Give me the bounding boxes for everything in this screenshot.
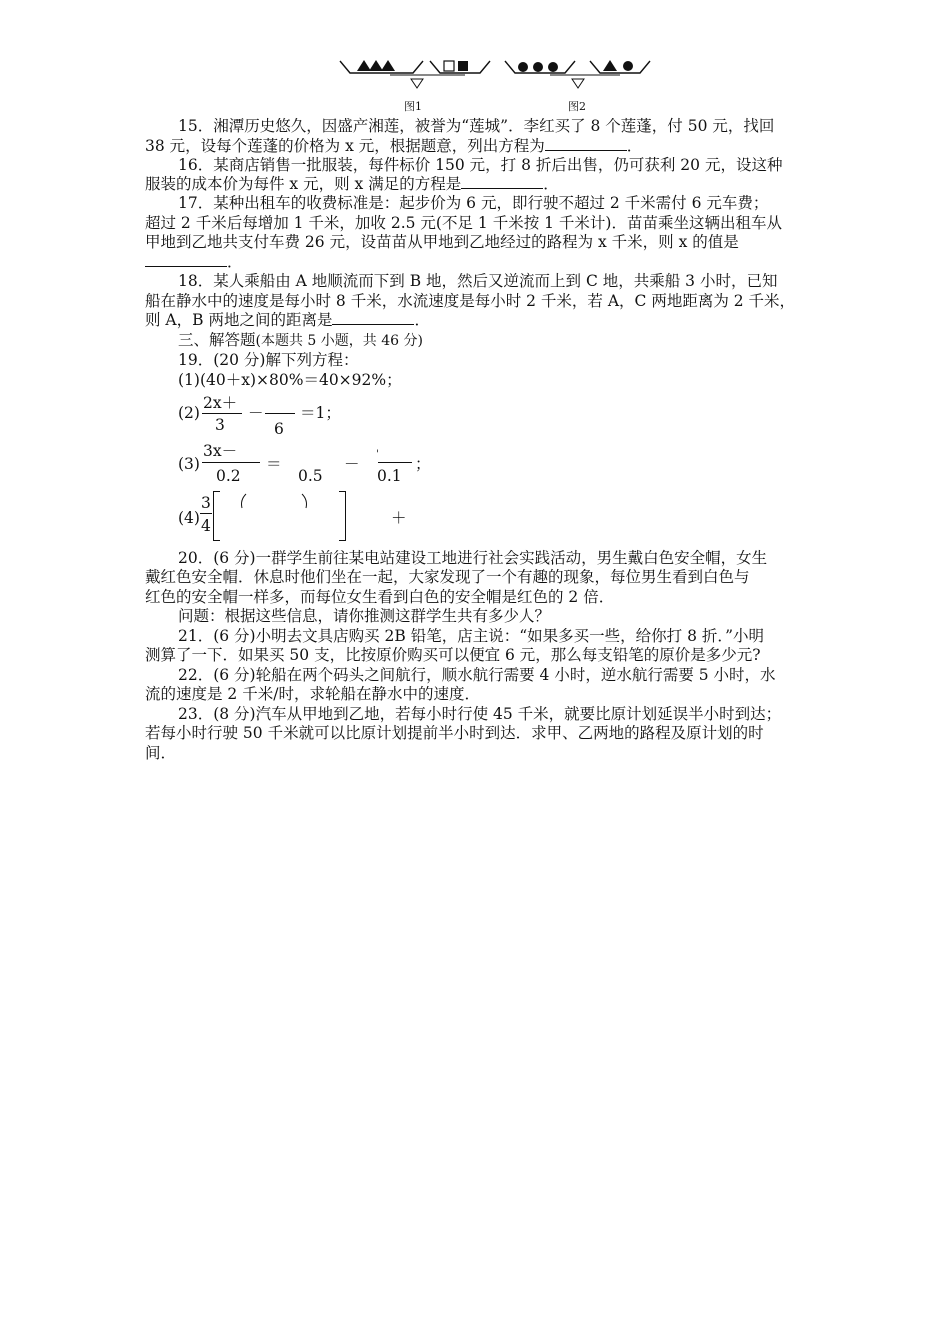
triangle-icon [603,60,617,71]
square-outline-icon [444,61,454,71]
q21-line-1: 21．(6 分)小明去文具店购买 2B 铅笔，店主说：“如果多买一些，给你打 8 折．”小明 [178,627,765,645]
q18-line-1: 18．某人乘船由 A 地顺流而下到 B 地，然后又逆流而上到 C 地，共乘船 3 小时，已知 [178,272,778,290]
fraction-denominator: 4 [201,517,211,535]
q17-line-2: 超过 2 千米后每增加 1 千米，加收 2.5 元(不足 1 千米按 1 千米计)．苗苗乘坐这辆出租车从 [145,214,782,232]
q17-line-3: 甲地到乙地共支付车费 26 元，设苗苗从甲地到乙地经过的路程为 x 千米，则 x 的值是 [145,233,739,251]
answer-blank[interactable] [545,136,627,151]
section-note: (本题共 5 小题，共 46 分) [255,333,423,349]
right-bracket [339,491,346,541]
figure-2-scale [505,60,650,88]
q18-line-2: 船在静水中的速度是每小时 8 千米，水流速度是每小时 2 千米，若 A，C 两地距离为 2 千米， [145,292,796,310]
q22-line-1: 22．(6 分)轮船在两个码头之间航行，顺水航行需要 4 小时，逆水航行需要 5 小时，水 [178,666,776,684]
fraction-denominator: 0.1 [377,467,402,485]
left-bracket [213,491,220,541]
fraction-numerator: 2x＋ [203,394,238,412]
q18-line-3: 则 A，B 两地之间的距离是 ． [145,311,430,329]
square-icon [458,61,468,71]
q23-line-3: 间． [145,744,177,762]
parenthesis-fragment [232,492,322,510]
q17-line-1: 17．某种出租车的收费标准是：起步价为 6 元，即行驶不超过 2 千米需付 6 元车费； [178,194,769,212]
answer-blank[interactable] [461,174,543,189]
fraction-denominator: 3 [215,416,225,434]
fraction-bar [378,462,412,463]
q20-line-2: 戴红色安全帽．休息时他们坐在一起，大家发现了一个有趣的现象，每位男生看到白色与 [145,568,750,586]
fraction-numerator: 3x－ [203,442,238,460]
section-3-heading [178,330,423,351]
fraction-bar [202,413,242,414]
fraction-bar [265,413,295,414]
fraction-denominator: 6 [274,420,284,438]
q20-line-1: 20．(6 分)一群学生前往某电站建设工地进行社会实践活动，男生戴白色安全帽，女生 [178,549,768,567]
q23-line-1: 23．(8 分)汽车从甲地到乙地，若每小时行使 45 千米，就要比原计划延误半小时到达； [178,705,782,723]
fraction-bar [202,462,260,463]
fulcrum-icon [572,79,584,88]
q21-line-2: 测算了一下．如果买 50 支，比按原价购买可以便宜 6 元，那么每支铅笔的原价是多少元? [145,646,761,664]
q16-line-2: 服装的成本价为每件 x 元，则 x 满足的方程是 ． [145,175,559,193]
triangle-icon [369,60,383,71]
fraction-numerator: 3 [201,494,211,512]
triangle-icon [381,60,395,71]
figure-1-caption: 图1 [404,100,422,113]
triangle-icon [357,60,371,71]
q20-line-4: 问题：根据这些信息，请你推测这群学生共有多少人？ [178,607,551,625]
fraction-denominator: 0.5 [298,467,323,485]
fraction-denominator: 0.2 [216,467,241,485]
q23-line-2: 若每小时行驶 50 千米就可以比原计划提前半小时到达．求甲、乙两地的路程及原计划的时 [145,724,764,742]
circle-icon [518,62,528,72]
fraction-bar [200,513,212,514]
q16-line-1: 16．某商店销售一批服装，每件标价 150 元，打 8 折后出售，仍可获利 20 元，设这种 [178,156,783,174]
circle-icon [533,62,543,72]
fulcrum-icon [411,79,423,88]
q16-text: 服装的成本价为每件 x 元，则 x 满足的方程是 [145,175,462,193]
q20-line-3: 红色的安全帽一样多，而每位女生看到白色的安全帽是红色的 2 倍． [145,588,615,606]
answer-blank[interactable] [145,252,227,267]
circle-icon [623,61,633,71]
section-title: 三、解答题 [178,331,256,349]
q19-title: 19．(20 分)解下列方程： [178,351,359,369]
q15-text: 38 元，设每个莲蓬的价格为 x 元，根据题意，列出方程为 [145,137,545,155]
q17-line-4: ． [145,252,243,272]
answer-blank[interactable] [332,310,414,325]
q15-line-2: 38 元，设每个莲蓬的价格为 x 元，根据题意，列出方程为 ． [145,137,643,155]
figure-1-scale [340,60,490,88]
q15-line-1: 15．湘潭历史悠久，因盛产湘莲，被誉为“莲城”．李红买了 8 个莲蓬，付 50 元，找回 [178,117,775,135]
q19-equation-1: (1)(40＋x)×80%＝40×92%； [178,371,402,389]
balance-scales-illustration [335,55,655,115]
figure-2-caption: 图2 [568,100,586,113]
circle-icon [548,62,558,72]
q22-line-2: 流的速度是 2 千米/时，求轮船在静水中的速度． [145,685,480,703]
